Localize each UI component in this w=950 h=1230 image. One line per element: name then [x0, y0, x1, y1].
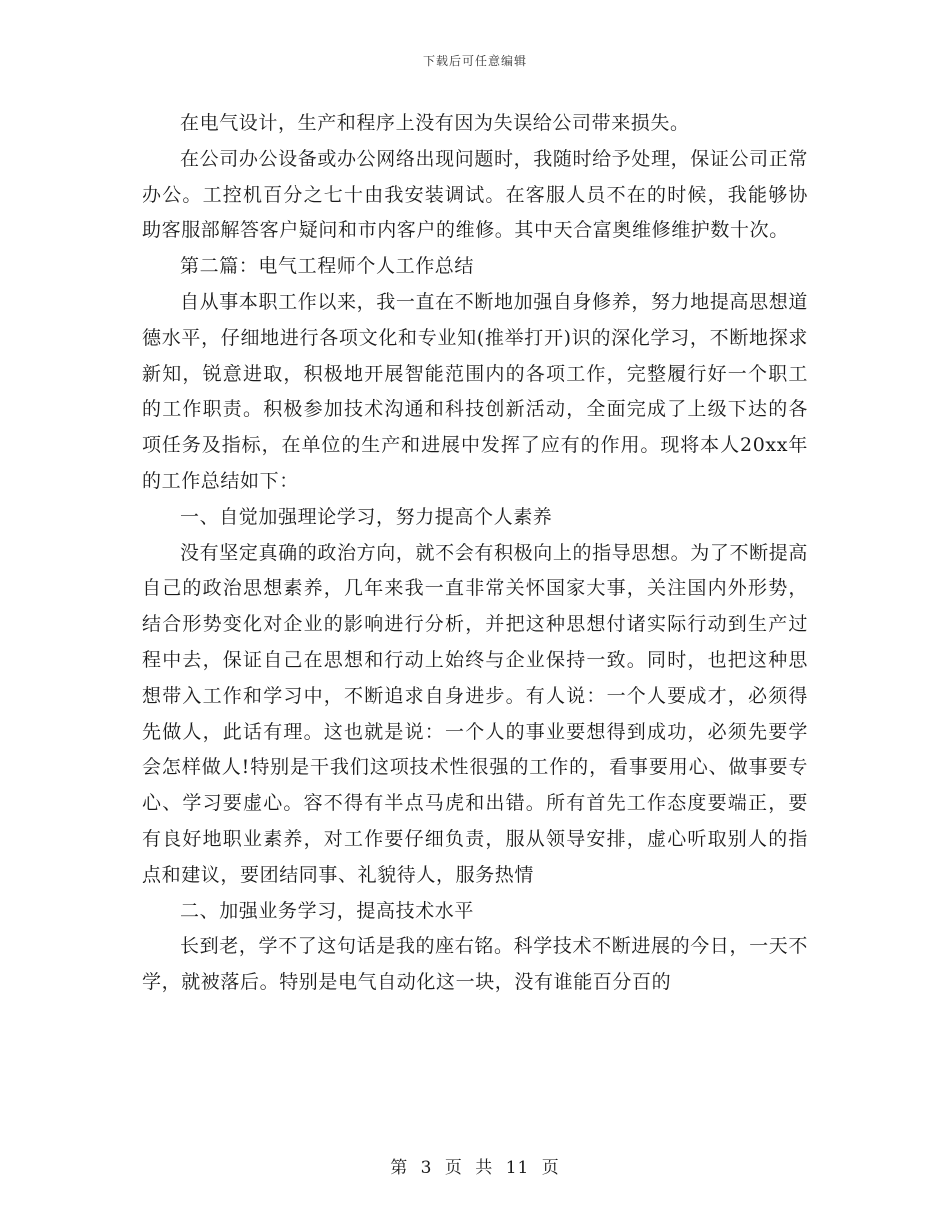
- paragraph-2: 在公司办公设备或办公网络出现问题时，我随时给予处理，保证公司正常办公。工控机百分之七十由我安装调试。在客服人员不在的时候，我能够协助客服部解答客户疑问和市内客户的维修。其中天合富奥维修维护数十次。: [142, 147, 808, 242]
- document-body: [142, 106, 808, 1001]
- page-header: 下载后可任意编辑: [422, 54, 527, 68]
- paragraph-1: 在电气设计，生产和程序上没有因为失误给公司带来损失。: [180, 112, 690, 134]
- section-title-part-2: 第二篇：电气工程师个人工作总结: [180, 255, 475, 278]
- page-footer: 第 3 页 共 11 页: [390, 1158, 560, 1178]
- paragraph-4: 没有坚定真确的政治方向，就不会有积极向上的指导思想。为了不断提高自己的政治思想素养，几年来我一直非常关怀国家大事，关注国内外形势，结合形势变化对企业的影响进行分析，并把这种思想付诸实际行动到生产过程中去，保证自己在思想和行动上始终与企业保持一致。同时，也把这种思想带入工作和学习中，不断追求自身进步。有人说：一个人要成才，必须得先做人，此话有理。这也就是说：一个人的事业要想得到成功，必须先要学会怎样做人!特别是干我们这项技术性很强的工作的，看事要用心、做事要专心、学习要虚心。容不得有半点马虎和出错。所有首先工作态度要端正，要有良好地职业素养，对工作要仔细负责，服从领导安排，虚心听取别人的指点和建议，要团结同事、礼貌待人，服务热情: [142, 541, 808, 886]
- heading-section-2: 二、加强业务学习，提高技术水平: [180, 899, 475, 922]
- paragraph-5: 长到老，学不了这句话是我的座右铭。科学技术不断进展的今日，一天不学，就被落后。特别是电气自动化这一块，没有谁能百分百的: [142, 935, 808, 994]
- heading-section-1: 一、自觉加强理论学习，努力提高个人素养: [180, 505, 553, 528]
- paragraph-3: 自从事本职工作以来，我一直在不断地加强自身修养，努力地提高思想道德水平，仔细地进行各项文化和专业知(推举打开)识的深化学习，不断地探求新知，锐意进取，积极地开展智能范围内的各项工作，完整履行好一个职工的工作职责。积极参加技术沟通和科技创新活动，全面完成了上级下达的各项任务及指标，在单位的生产和进展中发挥了应有的作用。现将本人20xx年的工作总结如下：: [142, 290, 808, 492]
